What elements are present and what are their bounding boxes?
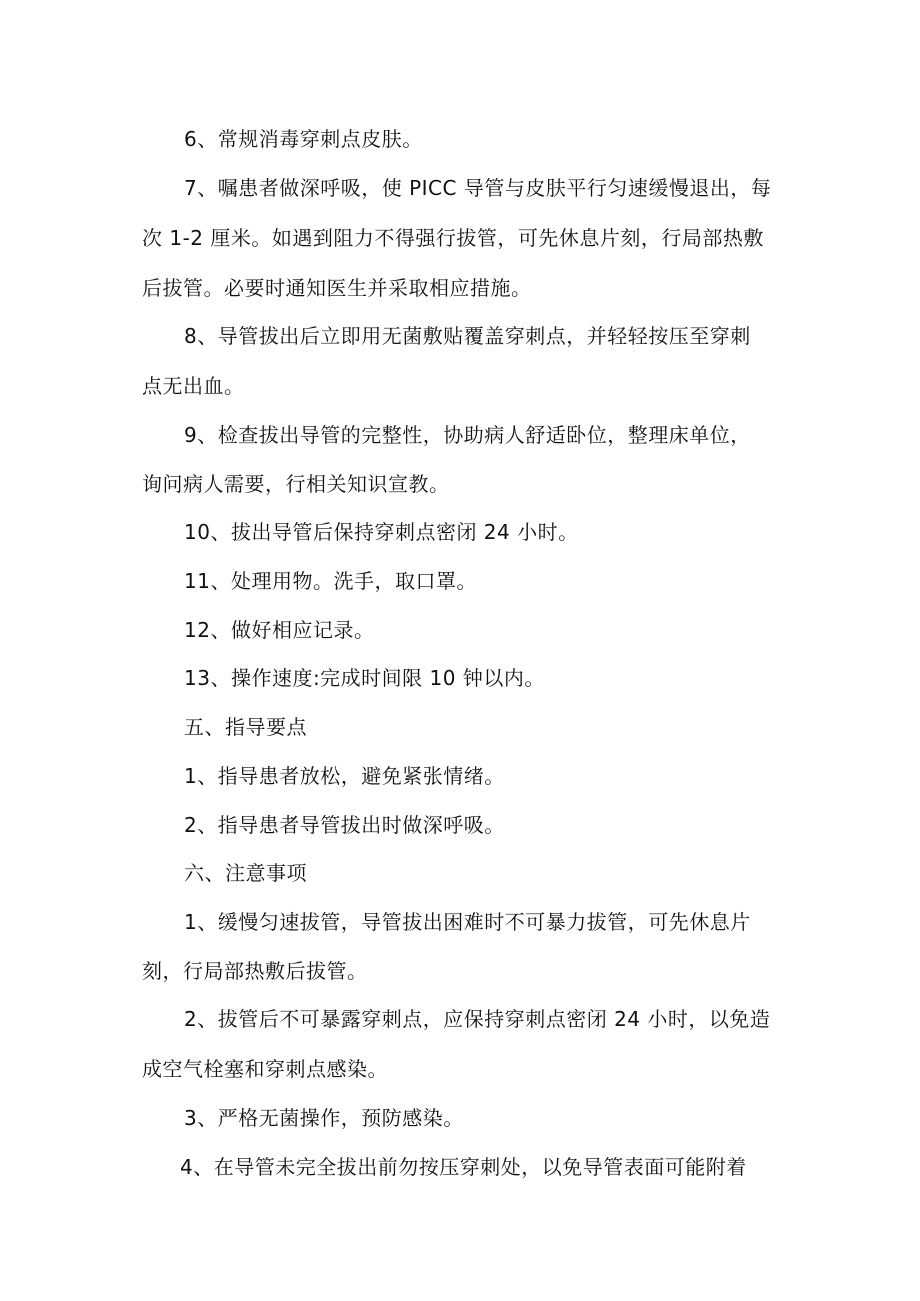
guidance-1: 1、指导患者放松，避免紧张情绪。 [184, 764, 505, 788]
precaution-2-line-2: 成空气栓塞和穿刺点感染。 [142, 1057, 388, 1081]
section-heading-precautions: 六、注意事项 [184, 861, 307, 885]
step-13: 13、操作速度:完成时间限 10 钟以内。 [184, 666, 545, 690]
precaution-4-line-1: 4、在导管未完全拔出前勿按压穿刺处，以免导管表面可能附着 [180, 1155, 747, 1179]
precaution-1-line-1: 1、缓慢匀速拔管，导管拔出困难时不可暴力拔管，可先休息片 [184, 910, 751, 934]
step-6: 6、常规消毒穿刺点皮肤。 [184, 127, 423, 151]
step-7-line-2: 次 1-2 厘米。如遇到阻力不得强行拔管，可先休息片刻，行局部热敷 [142, 226, 764, 250]
step-12: 12、做好相应记录。 [184, 618, 375, 642]
precaution-1-line-2: 刻，行局部热敷后拔管。 [142, 959, 368, 983]
step-8-line-1: 8、导管拔出后立即用无菌敷贴覆盖穿刺点，并轻轻按压至穿刺 [184, 324, 751, 348]
step-9-line-2: 询问病人需要，行相关知识宣教。 [142, 472, 450, 496]
step-8-line-2: 点无出血。 [142, 374, 245, 398]
step-7-line-3: 后拔管。必要时通知医生并采取相应措施。 [142, 276, 532, 300]
step-7-line-1: 7、嘱患者做深呼吸，使 PICC 导管与皮肤平行匀速缓慢退出，每 [184, 176, 772, 200]
guidance-2: 2、指导患者导管拔出时做深呼吸。 [184, 813, 505, 837]
step-9-line-1: 9、检查拔出导管的完整性，协助病人舒适卧位，整理床单位， [184, 423, 751, 447]
precaution-3: 3、严格无菌操作，预防感染。 [184, 1106, 464, 1130]
section-heading-guidance: 五、指导要点 [184, 715, 307, 739]
step-10: 10、拔出导管后保持穿刺点密闭 24 小时。 [184, 520, 579, 544]
precaution-2-line-1: 2、拔管后不可暴露穿刺点，应保持穿刺点密闭 24 小时，以免造 [184, 1007, 771, 1031]
step-11: 11、处理用物。洗手，取口罩。 [184, 569, 477, 593]
